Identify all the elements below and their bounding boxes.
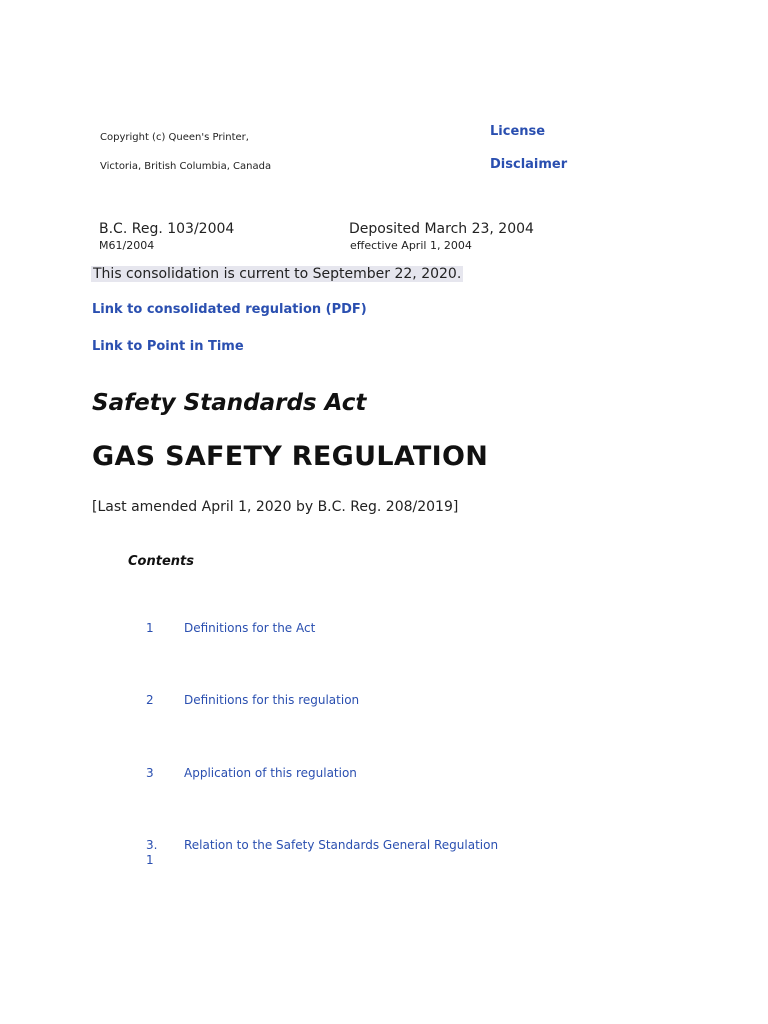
- toc-link-definitions-regulation[interactable]: Definitions for this regulation: [184, 693, 360, 707]
- toc-number: 3.1: [146, 838, 158, 867]
- copyright-line-1: Copyright (c) Queen's Printer,: [100, 132, 249, 143]
- reg-number: B.C. Reg. 103/2004: [99, 221, 235, 237]
- toc-link-definitions-act[interactable]: Definitions for the Act: [184, 621, 316, 635]
- deposited-date: Deposited March 23, 2004: [349, 221, 534, 237]
- regulation-title: GAS SAFETY REGULATION: [92, 441, 489, 472]
- order-number: M61/2004: [99, 239, 155, 252]
- license-link[interactable]: License: [490, 124, 546, 139]
- consolidation-notice: This consolidation is current to September 22, 2020.: [93, 266, 462, 282]
- point-in-time-link[interactable]: Link to Point in Time: [92, 339, 244, 354]
- copyright-line-2: Victoria, British Columbia, Canada: [100, 161, 272, 172]
- toc-link-application[interactable]: Application of this regulation: [184, 766, 357, 780]
- toc-number: 2: [146, 693, 154, 707]
- disclaimer-link[interactable]: Disclaimer: [490, 157, 568, 172]
- toc-number: 3: [146, 766, 154, 780]
- last-amended: [Last amended April 1, 2020 by B.C. Reg. 208/2019]: [92, 499, 459, 515]
- toc-link-relation-general-regulation[interactable]: Relation to the Safety Standards General Regulation: [184, 838, 499, 852]
- contents-heading: Contents: [128, 554, 194, 569]
- pdf-link[interactable]: Link to consolidated regulation (PDF): [92, 302, 367, 317]
- effective-date: effective April 1, 2004: [350, 239, 472, 252]
- act-title: Safety Standards Act: [92, 390, 367, 416]
- toc-number: 1: [146, 621, 154, 635]
